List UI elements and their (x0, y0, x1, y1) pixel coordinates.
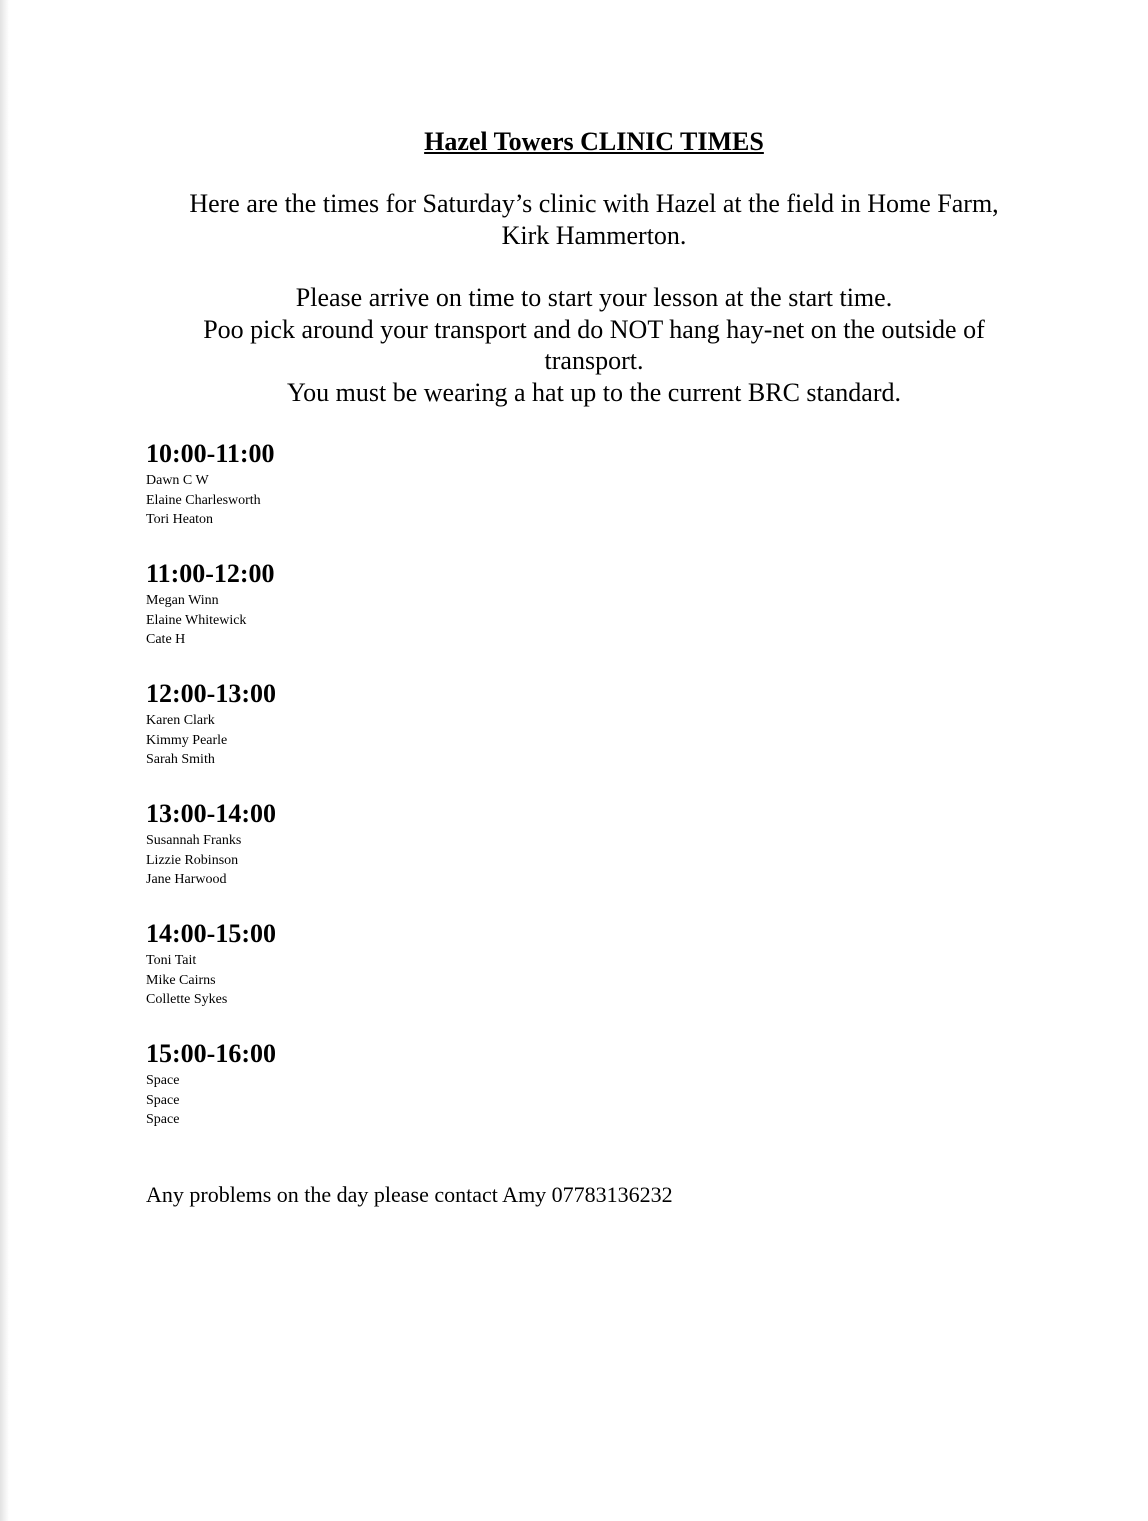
rule-line: Please arrive on time to start your lesson at the start time. (295, 283, 893, 312)
rider-name: Sarah Smith (146, 752, 215, 768)
rider-name: Space (146, 1092, 180, 1108)
time-slot (146, 437, 276, 557)
document-title: Hazel Towers CLINIC TIMES (424, 127, 764, 156)
clinic-schedule (146, 437, 276, 1157)
time-slot (146, 797, 276, 917)
rules-paragraph (9, 282, 1148, 408)
page-edge-shadow (0, 0, 9, 1521)
rider-name: Collette Sykes (146, 992, 228, 1008)
rider-name: Susannah Franks (146, 833, 242, 848)
slot-time: 15:00-16:00 (146, 1039, 276, 1068)
rider-name: Megan Winn (146, 593, 219, 608)
contact-line: Any problems on the day please contact Amy 07783136232 (146, 1182, 673, 1207)
slot-time: 11:00-12:00 (146, 559, 275, 588)
rider-name: Space (146, 1112, 180, 1128)
rule-line: You must be wearing a hat up to the current BRC standard. (286, 377, 902, 407)
rider-name: Cate H (146, 632, 186, 648)
rider-name: Toni Tait (146, 953, 197, 968)
time-slot (146, 1037, 276, 1157)
rider-name: Lizzie Robinson (146, 852, 239, 868)
slot-time: 14:00-15:00 (146, 919, 276, 948)
slot-time: 12:00-13:00 (146, 679, 276, 708)
intro-paragraph (9, 188, 1148, 252)
rider-name: Kimmy Pearle (146, 732, 228, 748)
time-slot (146, 557, 276, 677)
rider-name: Karen Clark (146, 713, 215, 728)
document-page (9, 0, 1148, 1521)
intro-line: Here are the times for Saturday’s clinic with Hazel at the field in Home Farm, (189, 189, 999, 218)
rule-line: Poo pick around your transport and do NOT hang hay-net on the outside of (203, 314, 985, 344)
rider-name: Mike Cairns (146, 972, 216, 988)
rider-name: Dawn C W (146, 473, 209, 488)
rider-name: Jane Harwood (146, 872, 227, 888)
rider-name: Space (146, 1073, 180, 1088)
slot-time: 13:00-14:00 (146, 799, 276, 828)
rider-name: Elaine Charlesworth (146, 492, 261, 508)
rider-name: Elaine Whitewick (146, 612, 247, 628)
time-slot (146, 917, 276, 1037)
rider-name: Tori Heaton (146, 512, 214, 528)
rule-line: transport. (544, 346, 644, 375)
time-slot (146, 677, 276, 797)
slot-time: 10:00-11:00 (146, 439, 275, 468)
intro-line: Kirk Hammerton. (501, 221, 687, 250)
